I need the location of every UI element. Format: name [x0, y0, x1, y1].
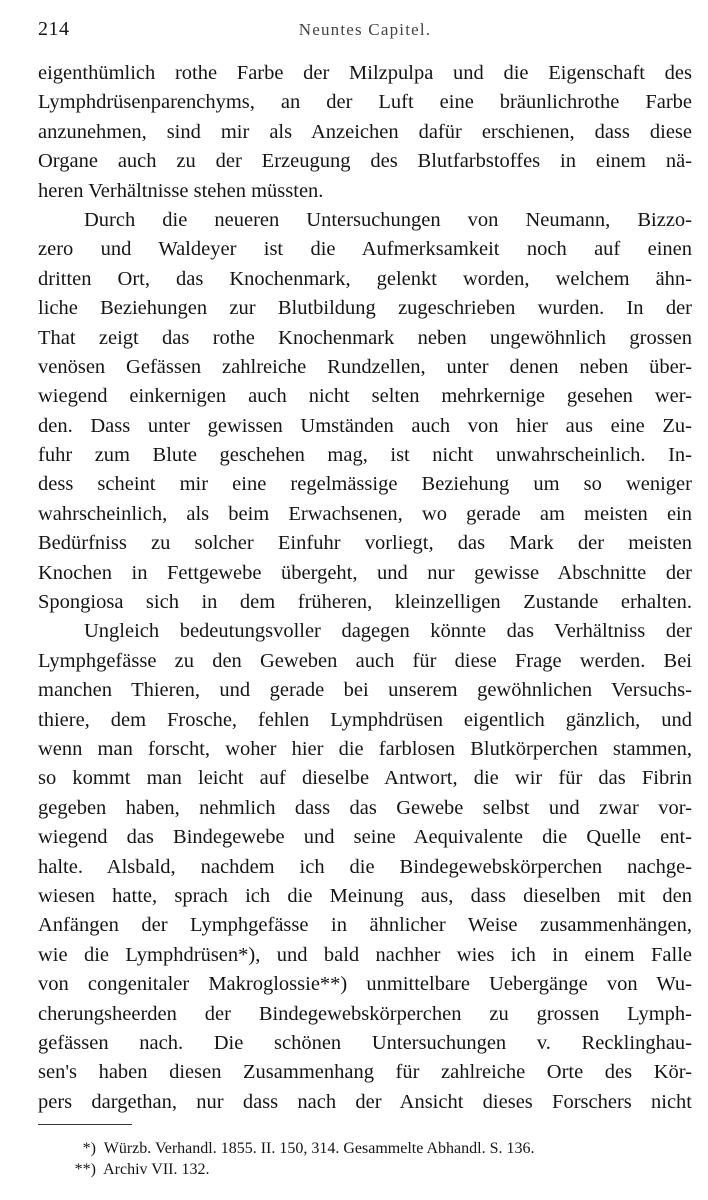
text-line: Organe auch zu der Erzeugung des Blutfarbstoffes in einem nä- — [38, 150, 692, 173]
page-number: 214 — [38, 18, 70, 40]
text-line: Knochen in Fettgewebe übergeht, und nur gewisse Abschnitte der — [38, 561, 692, 584]
text-line: Ungleich bedeutungsvoller dagegen könnte das Verhältniss der — [84, 620, 692, 643]
text-line: thiere, dem Frosche, fehlen Lymphdrüsen eigentlich gänzlich, und — [38, 708, 692, 731]
text-line: pers dargethan, nur dass nach der Ansicht dieses Forschers nicht — [38, 1090, 692, 1113]
text-line: wenn man forscht, woher hier die farblosen Blutkörperchen stammen, — [38, 737, 692, 760]
text-line: dritten Ort, das Knochenmark, gelenkt worden, welchem ähn- — [38, 267, 692, 290]
text-line: von congenitaler Makroglossie**) unmittelbare Uebergänge von Wu- — [38, 973, 692, 996]
footnote-mark: **) — [74, 1161, 96, 1178]
text-line: heren Verhältnisse stehen müssten. — [38, 179, 324, 202]
text-line: Spongiosa sich in dem früheren, kleinzelligen Zustande erhalten. — [38, 591, 692, 614]
footnote — [70, 1138, 692, 1159]
text-line: halte. Alsbald, nachdem ich die Bindegewebskörperchen nachge- — [38, 855, 692, 878]
text-line: Bedürfniss zu solcher Einfuhr vorliegt, das Mark der meisten — [38, 532, 692, 555]
text-line: so kommt man leicht auf dieselbe Antwort, die wir für das Fibrin — [38, 767, 692, 790]
text-line: dess scheint mir eine regelmässige Beziehung um so weniger — [38, 473, 692, 496]
footnote-text: Archiv VII. 132. — [103, 1161, 210, 1178]
text-line: wiesen hatte, sprach ich die Meinung aus, dass dieselben mit den — [38, 884, 692, 907]
text-line: anzunehmen, sind mir als Anzeichen dafür erschienen, dass diese — [38, 120, 692, 143]
footnote — [70, 1159, 692, 1180]
footnote-divider — [38, 1124, 132, 1125]
running-head: Neuntes Capitel. — [298, 20, 432, 39]
page-header — [38, 18, 692, 46]
text-line: Durch die neueren Untersuchungen von Neumann, Bizzo- — [84, 208, 692, 231]
text-line: gefässen nach. Die schönen Untersuchungen v. Recklinghau- — [38, 1031, 692, 1054]
footnote-text: Würzb. Verhandl. 1855. II. 150, 314. Gesammelte Abhandl. S. 136. — [103, 1140, 535, 1157]
footnotes — [70, 1138, 692, 1180]
text-line: den. Dass unter gewissen Umständen auch von hier aus eine Zu- — [38, 414, 692, 437]
text-line: fuhr zum Blute geschehen mag, ist nicht unwahrscheinlich. In- — [38, 444, 692, 467]
text-line: wiegend das Bindegewebe und seine Aequivalente die Quelle ent- — [38, 826, 692, 849]
text-line: gegeben haben, nehmlich dass das Gewebe selbst und zwar vor- — [38, 796, 692, 819]
text-line: sen's haben diesen Zusammenhang für zahlreiche Orte des Kör- — [38, 1061, 692, 1084]
text-line: eigenthümlich rothe Farbe der Milzpulpa und die Eigenschaft des — [38, 62, 692, 84]
text-line: Lymphgefässe zu den Geweben auch für diese Frage werden. Bei — [38, 649, 692, 672]
text-line: Lymphdrüsenparenchyms, an der Luft eine bräunlichrothe Farbe — [38, 91, 692, 114]
footnote-mark: *) — [82, 1140, 96, 1157]
text-line: Anfängen der Lymphgefässe in ähnlicher Weise zusammenhängen, — [38, 914, 692, 937]
text-line: wiegend einkernigen auch nicht selten mehrkernige gesehen wer- — [38, 385, 692, 408]
text-line: liche Beziehungen zur Blutbildung zugeschrieben wurden. In der — [38, 297, 692, 320]
text-line: manchen Thieren, und gerade bei unserem gewöhnlichen Versuchs- — [38, 679, 692, 702]
body-text — [38, 59, 692, 1117]
text-line: wahrscheinlich, als beim Erwachsenen, wo gerade am meisten ein — [38, 502, 692, 525]
text-line: zero und Waldeyer ist die Aufmerksamkeit noch auf einen — [38, 238, 692, 261]
text-line: venösen Gefässen zahlreiche Rundzellen, unter denen neben über- — [38, 355, 692, 378]
text-line: wie die Lymphdrüsen*), und bald nachher wies ich in einem Falle — [38, 943, 692, 966]
text-line: That zeigt das rothe Knochenmark neben ungewöhnlich grossen — [38, 326, 692, 349]
text-line: cherungsheerden der Bindegewebskörperchen zu grossen Lymph- — [38, 1002, 692, 1025]
